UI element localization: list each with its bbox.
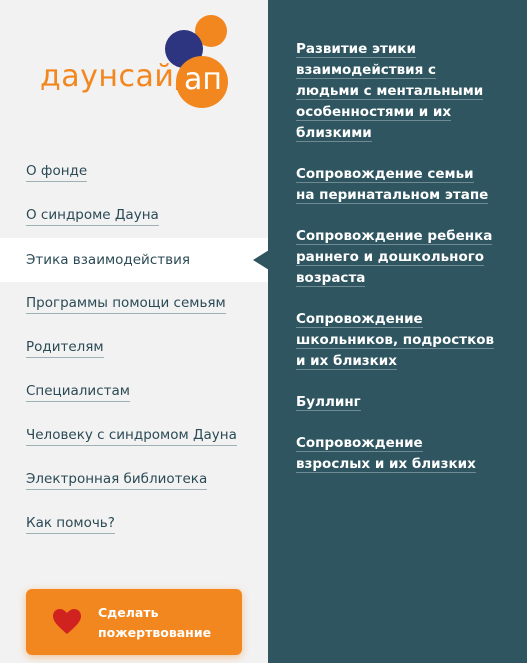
submenu-item-label: Развитие этики взаимодействия с людьми с ментальными особенностями и их близкими xyxy=(296,41,484,141)
submenu-item-bullying[interactable] xyxy=(296,391,496,412)
submenu-item-label: Сопровождение школьников, подростков и их близких xyxy=(296,311,495,369)
active-arrow-indicator xyxy=(253,250,269,270)
submenu-item-label: Буллинг xyxy=(296,394,361,410)
donate-label: Сделать пожертвование xyxy=(98,605,212,640)
main-nav xyxy=(0,150,268,546)
submenu-item-adults[interactable] xyxy=(296,432,496,474)
nav-item-person-with-ds[interactable] xyxy=(0,414,268,458)
nav-item-label: Как помочь? xyxy=(26,514,115,534)
nav-item-label: Родителям xyxy=(26,338,104,358)
submenu-item-label: Сопровождение семьи на перинатальном этапе xyxy=(296,166,489,203)
nav-item-library[interactable] xyxy=(0,458,268,502)
nav-item-label: Человеку с синдромом Дауна xyxy=(26,426,237,446)
nav-item-specialists[interactable] xyxy=(0,370,268,414)
nav-item-about-syndrome[interactable] xyxy=(0,194,268,238)
submenu-item-label: Сопровождение взрослых и их близких xyxy=(296,435,476,472)
nav-item-label: О синдроме Дауна xyxy=(26,206,159,226)
nav-item-ethics[interactable] xyxy=(0,238,268,282)
nav-item-label: О фонде xyxy=(26,162,87,182)
nav-item-label: Программы помощи семьям xyxy=(26,294,226,314)
submenu-item-label: Сопровождение ребенка раннего и дошкольного возраста xyxy=(296,228,493,286)
nav-item-family-programs[interactable] xyxy=(0,282,268,326)
heart-icon xyxy=(53,609,81,635)
nav-item-label: Электронная библиотека xyxy=(26,470,207,490)
submenu-item-early-childhood[interactable] xyxy=(296,225,496,288)
nav-item-label: Этика взаимодействия xyxy=(26,251,190,268)
nav-item-about-fund[interactable] xyxy=(0,150,268,194)
nav-item-label: Специалистам xyxy=(26,382,130,402)
submenu xyxy=(296,38,496,494)
donate-button[interactable] xyxy=(26,589,242,655)
submenu-item-ethics-development[interactable] xyxy=(296,38,496,143)
nav-item-how-to-help[interactable] xyxy=(0,502,268,546)
submenu-item-perinatal[interactable] xyxy=(296,163,496,205)
logo-wordmark: даунсайд xyxy=(40,59,196,94)
submenu-item-school-teens[interactable] xyxy=(296,308,496,371)
logo[interactable] xyxy=(0,0,268,120)
logo-accent: ап xyxy=(184,62,222,97)
nav-item-parents[interactable] xyxy=(0,326,268,370)
